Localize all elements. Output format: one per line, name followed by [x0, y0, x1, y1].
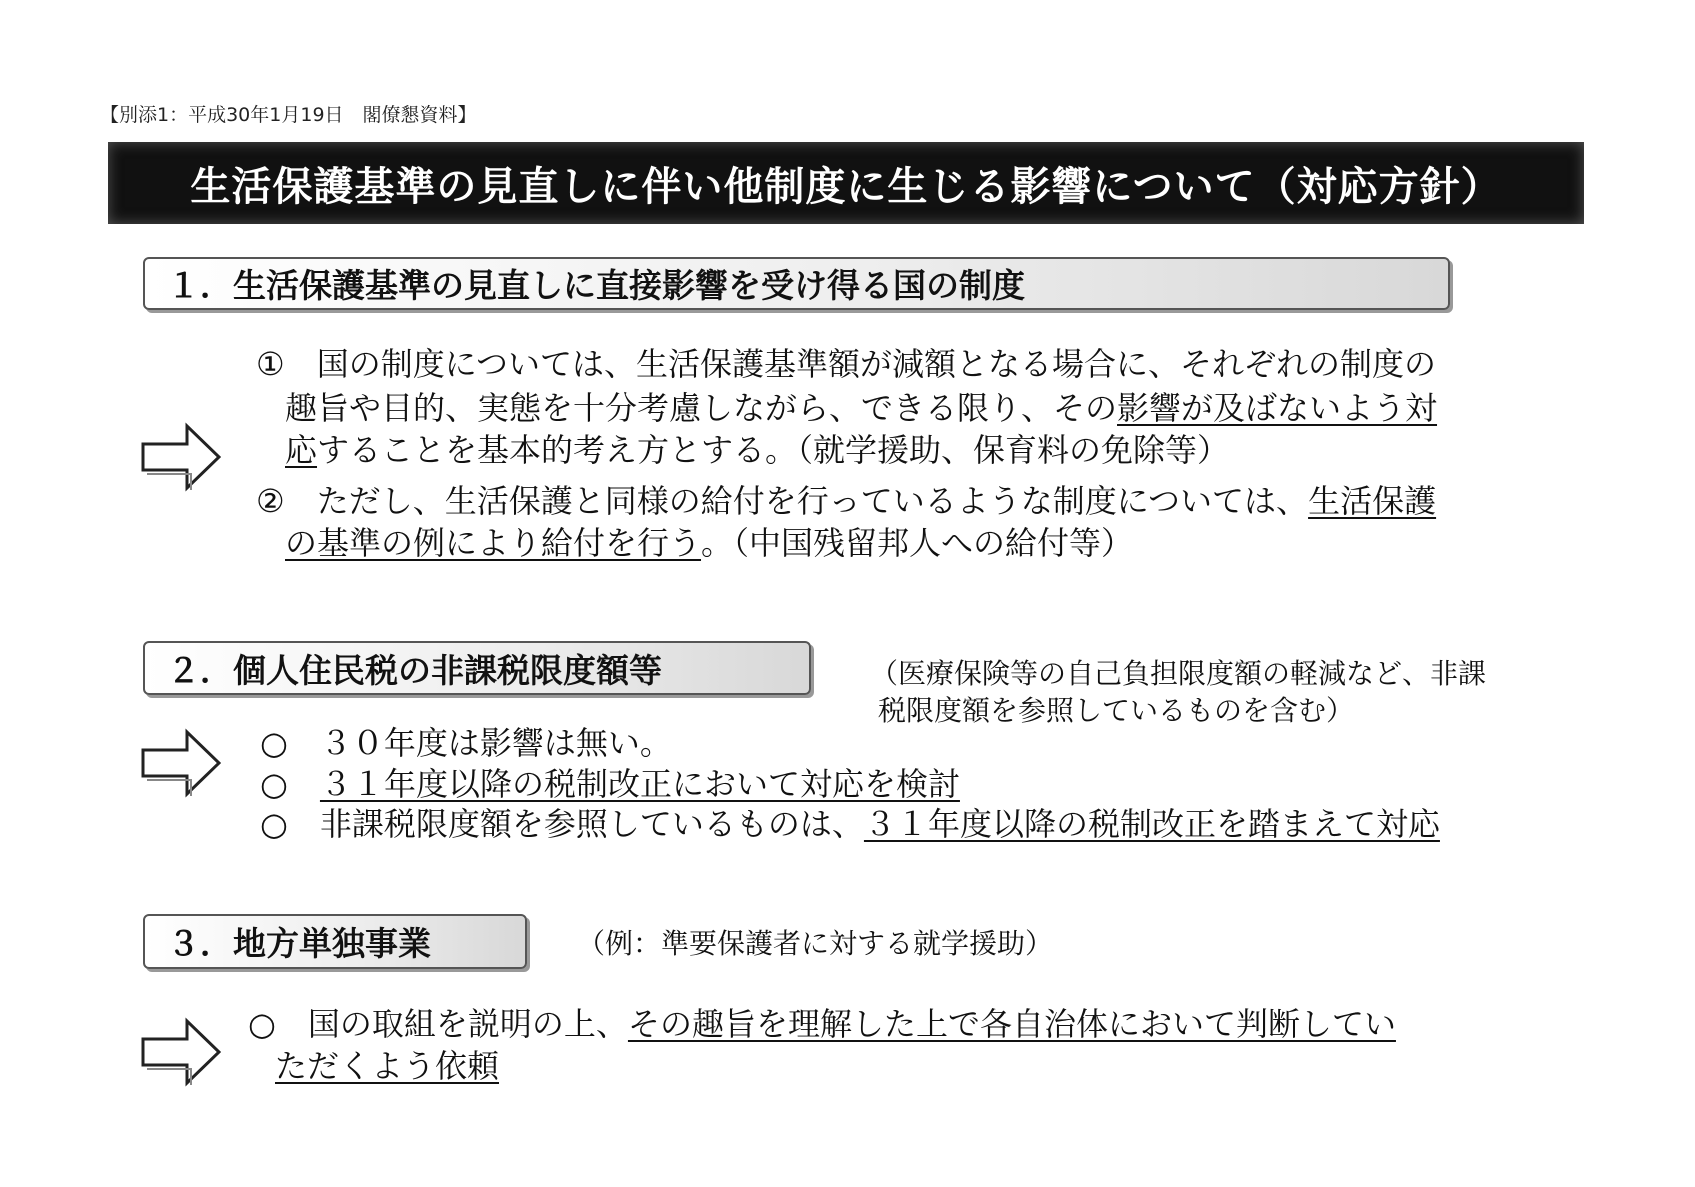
section-2-note-line-2: 税限度額を参照しているものを含む）	[878, 694, 1355, 727]
header-note: 【別添1：平成30年1月19日 閣僚懇資料】	[100, 104, 477, 126]
section-1-item-1-line-1: ① 国の制度については、生活保護基準額が減額となる場合に、それぞれの制度の	[256, 345, 1437, 383]
section-3-heading-text: ３．地方単独事業	[167, 924, 431, 963]
section-3-heading	[143, 914, 527, 969]
item-2-line-2-plain: 。（中国残留邦人への給付等）	[701, 524, 1134, 562]
bullet-2-mark: ○	[260, 765, 320, 803]
section-2-heading	[143, 641, 811, 695]
section-1-item-1-line-3	[285, 431, 1230, 469]
section-2-note-line-1: （医療保険等の自己負担限度額の軽減など、非課	[870, 657, 1487, 690]
item-2-line-1-plain: ② ただし、生活保護と同様の給付を行っているような制度については、	[256, 482, 1309, 520]
section-3-bullet-underlined: その趣旨を理解した上で各自治体において判断してい	[627, 1005, 1396, 1043]
section-3-bullet-underlined-2: ただくよう依頼	[275, 1047, 500, 1085]
item-1-line-2-underlined: 影響が及ばないよう対	[1117, 389, 1438, 427]
section-2-bullet-2	[260, 765, 960, 803]
section-1-heading	[143, 257, 1450, 310]
item-1-line-3-plain: することを基本的考え方とする。（就学援助、保育料の免除等）	[317, 431, 1230, 469]
section-2-heading-text: ２．個人住民税の非課税限度額等	[167, 650, 662, 690]
page-title: 生活保護基準の見直しに伴い他制度に生じる影響について（対応方針）	[108, 142, 1584, 224]
section-2-bullet-1: ○ ３０年度は影響は無い。	[260, 724, 672, 762]
section-1-item-2-line-1	[256, 482, 1437, 520]
section-1-item-1-line-2	[285, 389, 1438, 427]
right-arrow-icon	[141, 422, 221, 492]
section-3-bullet-line-1	[248, 1005, 1396, 1043]
right-arrow-icon	[141, 728, 221, 798]
item-1-line-3-underlined: 応	[285, 431, 318, 469]
item-2-line-1-underlined: 生活保護	[1308, 482, 1437, 520]
right-arrow-icon	[141, 1017, 221, 1087]
section-1-item-2-line-2	[285, 524, 1134, 562]
bullet-3-plain: ○ 非課税限度額を参照しているものは、	[260, 805, 864, 843]
bullet-2-underlined: ３１年度以降の税制改正において対応を検討	[319, 765, 960, 803]
item-1-line-2-plain: 趣旨や目的、実態を十分考慮しながら、できる限り、その	[285, 389, 1118, 427]
bullet-3-underlined: ３１年度以降の税制改正を踏まえて対応	[863, 805, 1440, 843]
section-1-heading-text: １．生活保護基準の見直しに直接影響を受け得る国の制度	[167, 266, 1025, 305]
item-2-line-2-underlined: の基準の例により給付を行う	[285, 524, 702, 562]
section-2-bullet-3	[260, 805, 1440, 843]
section-3-bullet-plain: ○ 国の取組を説明の上、	[248, 1005, 628, 1043]
section-3-bullet-line-2	[275, 1047, 500, 1085]
section-3-note: （例：準要保護者に対する就学援助）	[577, 927, 1054, 960]
